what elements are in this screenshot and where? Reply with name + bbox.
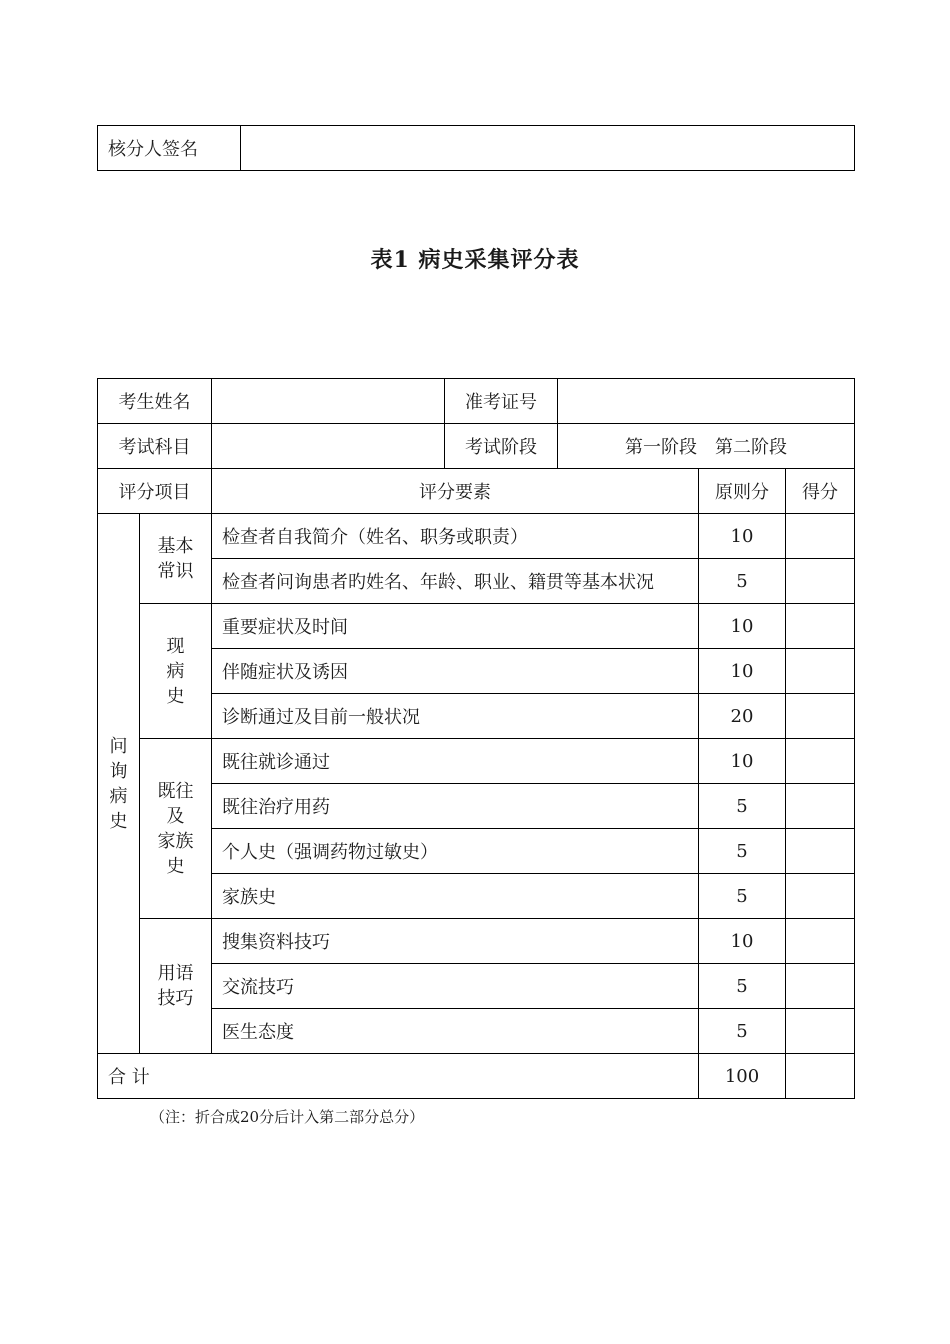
points-cell: 20 [699,694,786,739]
score-cell[interactable] [786,919,855,964]
points-cell: 10 [699,919,786,964]
score-cell[interactable] [786,514,855,559]
name-field[interactable] [212,379,445,424]
element-cell: 既往就诊通过 [212,739,699,784]
group-label [140,604,212,739]
table-row [98,1009,855,1054]
points-cell: 10 [699,649,786,694]
table-row [98,829,855,874]
table-row [98,784,855,829]
points-cell: 5 [699,874,786,919]
table-row [98,919,855,964]
points-cell: 10 [699,604,786,649]
element-cell: 诊断通过及目前一般状况 [212,694,699,739]
subject-label: 考试科目 [98,424,212,469]
score-cell[interactable] [786,739,855,784]
id-field[interactable] [558,379,855,424]
col-item-header: 评分项目 [98,469,212,514]
col-elements-header: 评分要素 [212,469,699,514]
column-header-row [98,469,855,514]
signature-table [97,125,855,171]
element-cell: 检查者自我简介（姓名、职务或职责） [212,514,699,559]
group-label [140,739,212,919]
total-row [98,1054,855,1099]
group-name: 现 病 史 [166,635,185,707]
element-cell: 交流技巧 [212,964,699,1009]
points-cell: 5 [699,784,786,829]
group-label [140,919,212,1054]
score-cell[interactable] [786,604,855,649]
points-cell: 10 [699,514,786,559]
header-row-name [98,379,855,424]
score-cell[interactable] [786,559,855,604]
element-cell: 检查者问询患者旳姓名、年龄、职业、籍贯等基本状况 [212,559,699,604]
table-row [98,964,855,1009]
score-table [97,378,855,1099]
points-cell: 5 [699,559,786,604]
subject-field[interactable] [212,424,445,469]
table-row [98,694,855,739]
col-points-header: 原则分 [699,469,786,514]
table-row [98,874,855,919]
score-cell[interactable] [786,784,855,829]
stage-label: 考试阶段 [445,424,558,469]
group-name: 用语 技巧 [157,963,194,1009]
element-cell: 家族史 [212,874,699,919]
page-title: 表1 病史采集评分表 [370,247,580,273]
score-cell[interactable] [786,874,855,919]
table-row [98,604,855,649]
element-cell: 重要症状及时间 [212,604,699,649]
score-cell[interactable] [786,649,855,694]
col-score-header: 得分 [786,469,855,514]
signature-label: 核分人签名 [98,126,241,171]
group-name: 既往 及 家族 史 [157,780,194,877]
total-label: 合 计 [98,1054,699,1099]
category-label [98,514,140,1054]
element-cell: 搜集资料技巧 [212,919,699,964]
element-cell: 伴随症状及诱因 [212,649,699,694]
points-cell: 5 [699,829,786,874]
points-cell: 5 [699,964,786,1009]
total-score-cell[interactable] [786,1054,855,1099]
table-row [98,514,855,559]
points-cell: 10 [699,739,786,784]
category-text: 问 询 病 史 [109,735,128,832]
table-row [98,559,855,604]
points-cell: 5 [699,1009,786,1054]
total-points: 100 [699,1054,786,1099]
header-row-subject [98,424,855,469]
group-name: 基本 常识 [157,535,194,582]
score-cell[interactable] [786,964,855,1009]
score-cell[interactable] [786,1009,855,1054]
signature-field[interactable] [241,126,855,171]
element-cell: 个人史（强调药物过敏史） [212,829,699,874]
stage-value: 第一阶段 第二阶段 [558,424,855,469]
score-cell[interactable] [786,694,855,739]
id-label: 准考证号 [445,379,558,424]
name-label: 考生姓名 [98,379,212,424]
score-cell[interactable] [786,829,855,874]
table-row [98,739,855,784]
element-cell: 医生态度 [212,1009,699,1054]
footnote: （注：折合成20分后计入第二部分总分） [150,1108,425,1126]
table-row [98,649,855,694]
group-label [140,514,212,604]
element-cell: 既往治疗用药 [212,784,699,829]
